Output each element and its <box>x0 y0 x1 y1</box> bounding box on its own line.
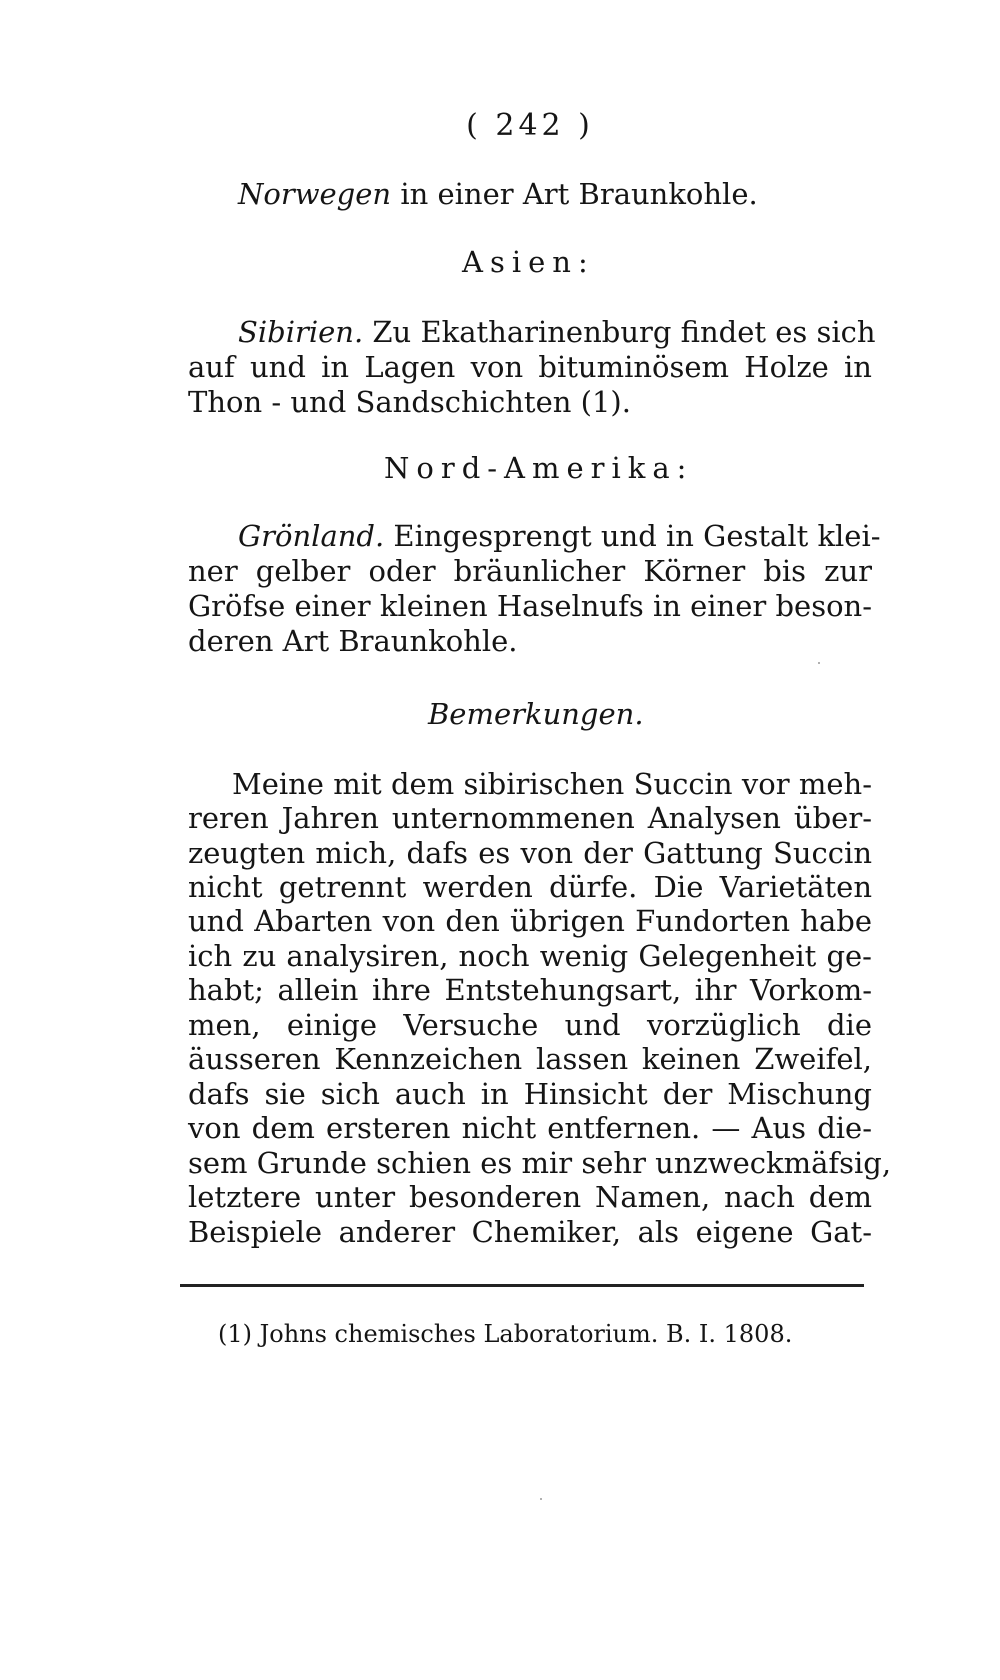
body-line: Gröfse einer kleinen Haselnufs in einer beson- <box>188 589 873 623</box>
paragraph-line: von dem ersteren nicht entfernen. — Aus die- <box>188 1111 872 1145</box>
paragraph-line: äusseren Kennzeichen lassen keinen Zweifel, <box>188 1042 872 1076</box>
body-line: Thon - und Sandschichten (1). <box>188 385 631 419</box>
body-line: ner gelber oder bräunlicher Körner bis zur <box>188 554 872 588</box>
page-number: ( 242 ) <box>466 108 594 143</box>
line-groenland <box>238 518 881 554</box>
place-label-sibirien: Sibirien. <box>238 315 364 349</box>
scan-speck <box>818 662 820 664</box>
scan-speck <box>540 1498 542 1500</box>
line-norwegen <box>238 176 758 212</box>
paragraph-line: letztere unter besonderen Namen, nach dem <box>188 1180 872 1214</box>
paragraph-line: men, einige Versuche und vorzüglich die <box>188 1008 872 1042</box>
line-text: in einer Art Braunkohle. <box>400 177 758 211</box>
heading-asien: Asien: <box>462 245 595 279</box>
line-text: Zu Ekatharinenburg findet es sich <box>372 315 876 349</box>
paragraph-line: nicht getrennt werden dürfe. Die Varietäten <box>188 870 872 904</box>
line-text: Eingesprengt und in Gestalt klei- <box>393 519 881 553</box>
paragraph-line: Meine mit dem sibirischen Succin vor meh- <box>232 767 872 801</box>
paragraph-line: dafs sie sich auch in Hinsicht der Mischung <box>188 1077 872 1111</box>
paragraph-line: reren Jahren unternommenen Analysen über- <box>188 801 872 835</box>
footnote: (1) Johns chemisches Laboratorium. B. I. 1808. <box>218 1320 793 1348</box>
place-label-groenland: Grönland. <box>238 519 385 553</box>
paragraph-line: sem Grunde schien es mir sehr unzweckmäfsig, <box>188 1146 892 1180</box>
body-line: auf und in Lagen von bituminösem Holze in <box>188 350 872 384</box>
paragraph-line: und Abarten von den übrigen Fundorten habe <box>188 904 872 938</box>
paragraph-line: zeugten mich, dafs es von der Gattung Succin <box>188 836 872 870</box>
paragraph-line: Beispiele anderer Chemiker, als eigene Gat- <box>188 1215 872 1249</box>
heading-bemerkungen: Bemerkungen. <box>428 697 644 731</box>
footnote-rule <box>180 1284 864 1287</box>
paragraph-line: habt; allein ihre Entstehungsart, ihr Vorkom- <box>188 973 872 1007</box>
place-label-norwegen: Norwegen <box>238 177 392 211</box>
paragraph-line: ich zu analysiren, noch wenig Gelegenheit ge- <box>188 939 872 973</box>
line-sibirien <box>238 314 876 350</box>
body-line: deren Art Braunkohle. <box>188 624 518 658</box>
heading-nord-amerika: Nord-Amerika: <box>384 451 694 485</box>
